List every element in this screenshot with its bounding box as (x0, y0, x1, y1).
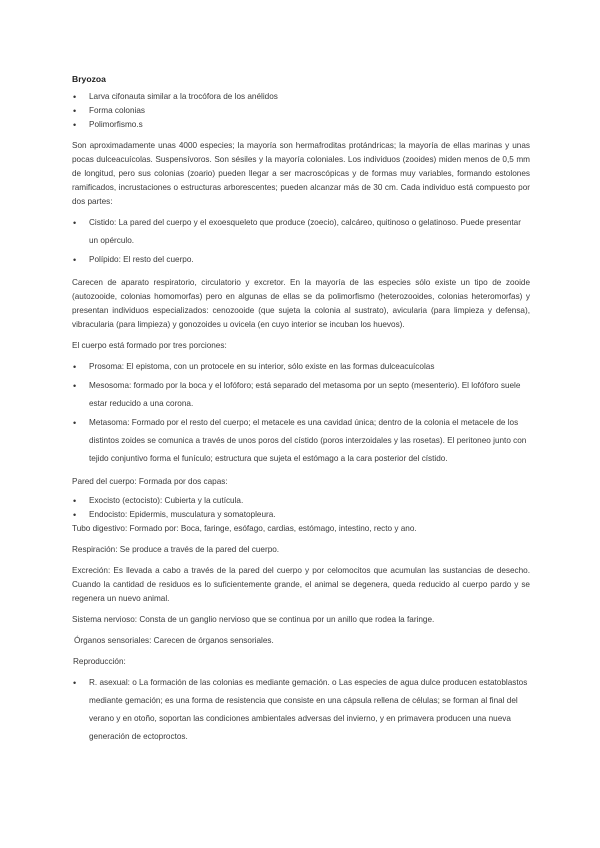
reproduction-heading: Reproducción: (73, 657, 126, 666)
sensory-organs: Órganos sensoriales: Carecen de órganos sensoriales. (74, 636, 274, 645)
list-item: • Metasoma: Formado por el resto del cuerpo; el metacele es una cavidad única; dentro de la colonia el metacele de los distintos zoides se comunica a través de unos poros del cístido (poros interzoidales y las rosetas). El peritoneo junto con tejido conjuntivo forma el funículo; estructura que sujeta el estómago a la cara posterior del cístido. (72, 414, 530, 468)
paragraph-physiology: Carecen de aparato respiratorio, circulatorio y excretor. En la mayoría de las especies sólo existe un tipo de zooide (autozooide, colonias homomorfas) pero en algunas de ellas se da polimorfismo (heterozooides, colonias heteromorfas) y presentan individuos especializados: cenozooide (que sujeta la colonia al sustrato), avicularia (para limpieza y defensa), vibracularia (para limpieza) y gonozoides u ovicela (en cuyo interior se incuban los huevos). (72, 278, 530, 329)
list-item: • Exocisto (ectocisto): Cubierta y la cutícula. (72, 494, 530, 508)
list-item: • Forma colonias (72, 104, 530, 118)
document-title: Bryozoa (72, 74, 106, 84)
list-item: • Polimorfismo.s (72, 118, 530, 132)
wall-layers-list (72, 494, 530, 522)
list-item: • Polípido: El resto del cuerpo. (72, 251, 530, 269)
list-item: • Larva cifonauta similar a la trocófora de los anélidos (72, 90, 530, 104)
reproduction-list (72, 674, 530, 746)
list-item: • Endocisto: Epidermis, musculatura y somatopleura. (72, 508, 530, 522)
parts-list (72, 214, 530, 269)
wall-heading: Pared del cuerpo: Formada por dos capas: (72, 477, 228, 486)
excretion: Excreción: Es llevada a cabo a través de la pared del cuerpo y por celomocitos que acumulan las sustancias de desecho. Cuando la cantidad de residuos es lo suficientemente grande, el animal se degenera, queda reducido al cuerpo pardo y se regenera un nuevo animal. (72, 566, 530, 603)
intro-list (72, 90, 530, 132)
body-heading: El cuerpo está formado por tres porciones: (72, 341, 227, 350)
paragraph-overview: Son aproximadamente unas 4000 especies; la mayoría son hermafroditas protándricas; la mayoría de ellas marinas y unas pocas dulceacuícolas. Suspensívoros. Son sésiles y la mayoría coloniales. Los individuos (zooides) miden menos de 0,5 mm de longitud, pero sus colonias (zoario) pueden llegar a ser macroscópicas y de formas muy variables, formando estolones ramificados, incrustaciones o estructuras arborescentes; pueden alcanzar más de 30 cm. Cada individuo está compuesto por dos partes: (72, 141, 530, 206)
list-item: • R. asexual: o La formación de las colonias es mediante gemación. o Las especies de agua dulce producen estatoblastos mediante gemación; es una forma de resistencia que consiste en una cápsula rellena de células; se forman al final del verano y en otoño, soportan las condiciones ambientales adversas del invierno, y en primavera producen una nueva generación de ectoproctos. (72, 674, 530, 746)
respiration: Respiración: Se produce a través de la pared del cuerpo. (72, 545, 280, 554)
digestive-tract: Tubo digestivo: Formado por: Boca, faringe, esófago, cardias, estómago, intestino, recto y ano. (72, 524, 417, 533)
list-item: • Cistido: La pared del cuerpo y el exoesqueleto que produce (zoecio), calcáreo, quitinoso o gelatinoso. Puede presentar un opérculo. (72, 214, 530, 250)
body-portions-list (72, 358, 530, 468)
list-item: • Prosoma: El epistoma, con un protocele en su interior, sólo existe en las formas dulceacuícolas (72, 358, 530, 376)
list-item: • Mesosoma: formado por la boca y el lofóforo; está separado del metasoma por un septo (mesenterio). El lofóforo suele estar reducido a una corona. (72, 377, 530, 413)
nervous-system: Sistema nervioso: Consta de un ganglio nervioso que se continua por un anillo que rodea la faringe. (72, 615, 435, 624)
